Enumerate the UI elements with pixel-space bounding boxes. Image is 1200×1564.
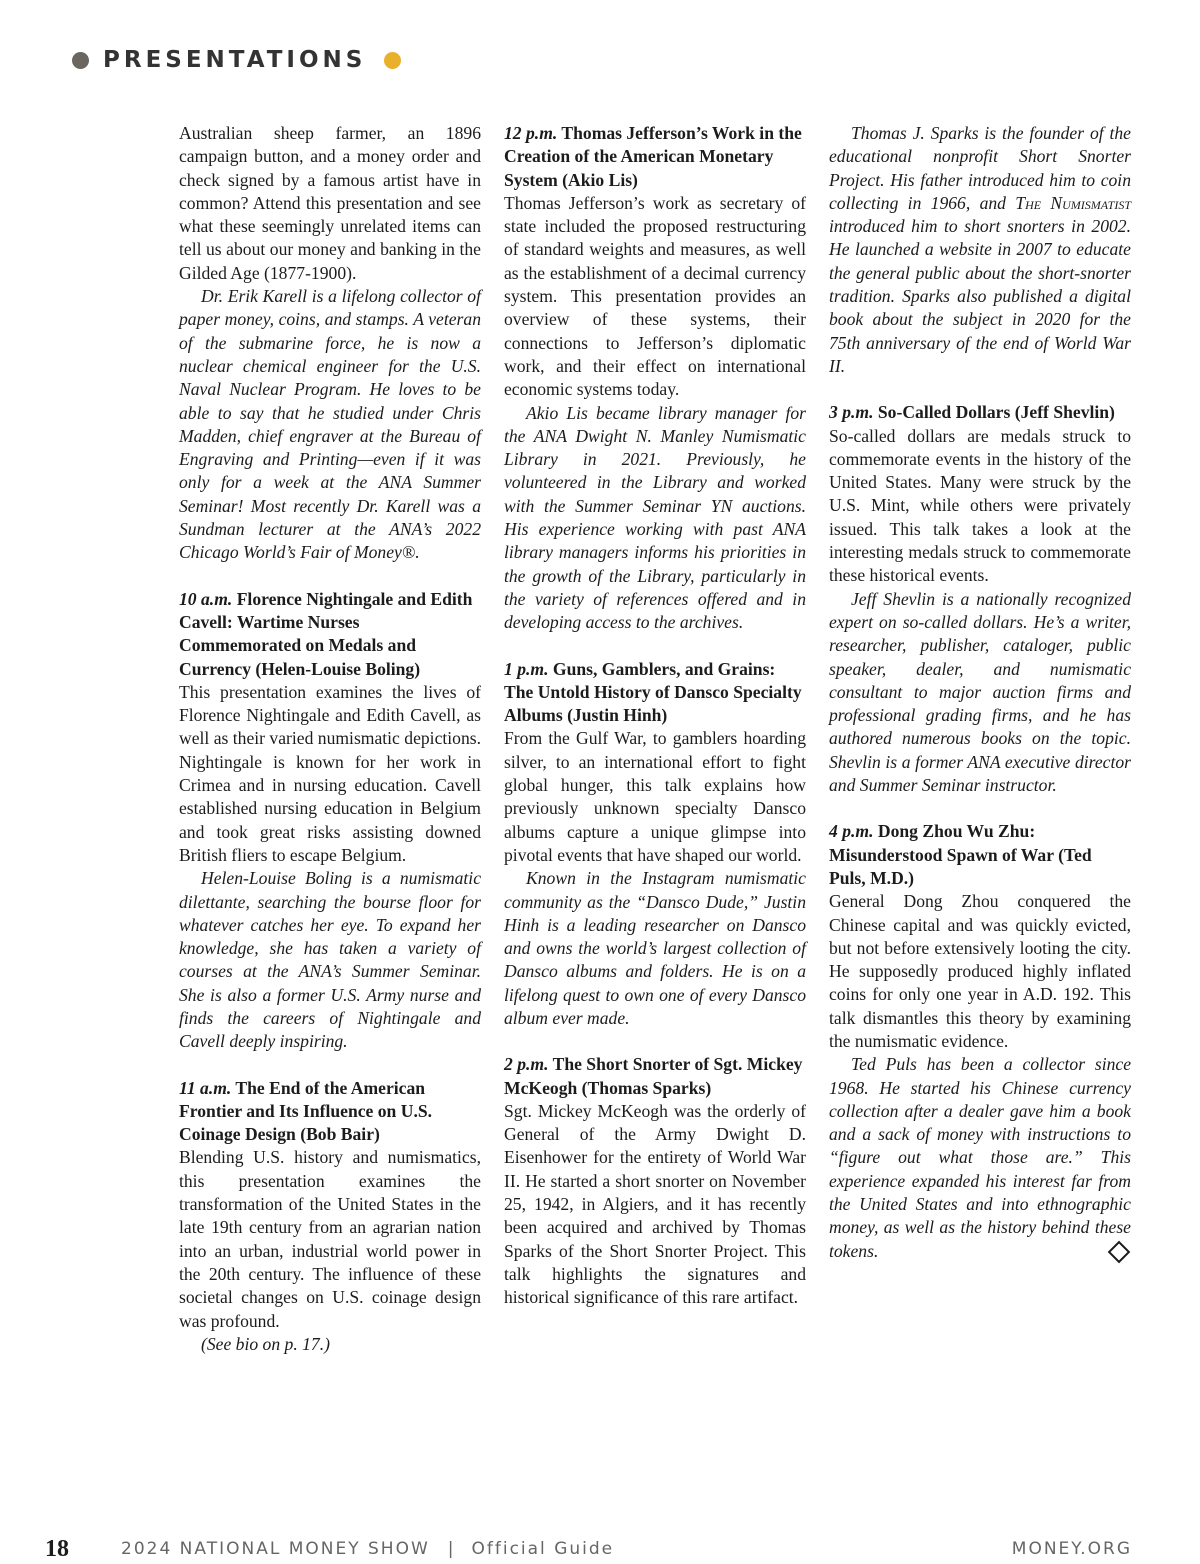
- header-dot-right: [384, 52, 401, 69]
- column-3: [829, 122, 1131, 1263]
- session-heading: [504, 1053, 806, 1100]
- magazine-title: The Numismatist: [1015, 192, 1131, 213]
- session-time: 2 p.m.: [504, 1054, 549, 1075]
- session-time: 4 p.m.: [829, 821, 874, 842]
- website-link[interactable]: MONEY.ORG: [1011, 1539, 1132, 1559]
- column-1: [179, 122, 481, 1356]
- session-time: 11 a.m.: [179, 1077, 232, 1098]
- session-heading: [504, 658, 806, 728]
- session-description: So-called dollars are medals struck to commemorate events in the history of the United States. Many were struck by the U.S. Mint, while others were privately issued. This talk takes a look at the interesting medals struck to commemorate these historical events.: [829, 425, 1131, 586]
- session-description: This presentation examines the lives of Florence Nightingale and Edith Cavell, as well as their varied numismatic depictions. Nightingale is known for her work in Crimea and in nursing education. Cavell established nursing education in Belgium and took great risks assisting downed British fliers to escape Belgium.: [179, 681, 481, 865]
- speaker-bio: Known in the Instagram numismatic community as the “Dansco Dude,” Justin Hinh is a leading researcher on Dansco and owns the world’s largest collection of Dansco albums and folders. He is on a lifelong quest to own one of every Dansco album ever made.: [504, 868, 806, 1028]
- session-heading: [179, 1077, 481, 1147]
- session-title: Guns, Gamblers, and Grains: The Untold History of Dansco Specialty Albums (Justin Hinh): [504, 658, 802, 726]
- speaker-bio: Akio Lis became library manager for the ANA Dwight N. Manley Numismatic Library in 2021. Previously, he volunteered in the Library and worked with the Summer Seminar YN auctions. His experience working with past ANA library managers informs his priorities in the growth of the Library, particularly in the variety of references offered and in developing access to the archives.: [504, 402, 806, 633]
- session-title: The Short Snorter of Sgt. Mickey McKeogh (Thomas Sparks): [504, 1054, 803, 1098]
- session-description: Blending U.S. history and numismatics, this presentation examines the transformation of the United States in the late 19th century from an agrarian nation into an urban, industrial world power in the 20th century. The influence of these societal changes on U.S. coinage design was profound.: [179, 1147, 481, 1331]
- page-number: 18: [45, 1535, 69, 1562]
- speaker-bio: Jeff Shevlin is a nationally recognized expert on so-called dollars. He’s a writer, researcher, publisher, cataloger, public speaker, dealer, and numismatic consultant to major auction firms and professional grading firms, and he has authored numerous books on the topic. Shevlin is a former ANA executive director and Summer Seminar instructor.: [829, 588, 1131, 796]
- footer-separator: |: [447, 1539, 454, 1559]
- bio-text: Thomas J. Sparks is the founder of the educational nonprofit Short Snorter Project. His father introduced him to coin collecting in 1966, and: [829, 123, 1131, 213]
- page-footer: [45, 1534, 1132, 1564]
- session-description: General Dong Zhou conquered the Chinese capital and was quickly evicted, but not before extensively looting the city. He supposedly produced highly inflated coins for only one year in A.D. 192. This talk dismantles this theory by examining the numismatic evidence.: [829, 891, 1131, 1051]
- session-title: The End of the American Frontier and Its Influence on U.S. Coinage Design (Bob Bair): [179, 1077, 433, 1145]
- session-heading: [829, 401, 1131, 424]
- column-2: [504, 122, 806, 1310]
- bio-text: introduced him to short snorters in 2002. He launched a website in 2007 to educate the general public about the short-snorter tradition. Sparks also published a digital book about the subject in 2020 for the 75th anniversary of the end of World War II.: [829, 216, 1131, 376]
- session-description: From the Gulf War, to gamblers hoarding silver, to an international effort to fight global hunger, this talk explains how previously unknown specialty Dansco albums capture a unique glimpse into pivotal events that have shaped our world.: [504, 728, 806, 865]
- speaker-bio: [829, 1053, 1131, 1263]
- session-title: Dong Zhou Wu Zhu: Misunderstood Spawn of War (Ted Puls, M.D.): [829, 821, 1092, 888]
- speaker-bio-karell: Dr. Erik Karell is a lifelong collector of paper money, coins, and stamps. A veteran of the submarine force, he is now a nuclear chemical engineer for the U.S. Naval Nuclear Program. He loves to be able to say that he studied under Chris Madden, chief engraver at the Bureau of Engraving and Printing—even if it was only for a week at the ANA Summer Seminar! Most recently Dr. Karell was a Sundman lecturer at the ANA’s 2022 Chicago World’s Fair of Money®.: [179, 286, 481, 563]
- session-heading: [829, 820, 1131, 890]
- session-title: So-Called Dollars (Jeff Shevlin): [877, 402, 1115, 423]
- end-of-article-diamond-icon: [1108, 1240, 1131, 1263]
- session-time: 10 a.m.: [179, 588, 233, 609]
- speaker-bio-sparks: [829, 122, 1131, 378]
- intro-paragraph: Australian sheep farmer, an 1896 campaign button, and a money order and check signed by a famous artist have in common? Attend this presentation and see what these seemingly unrelated items can tell us about our money and banking in the Gilded Age (1877-1900).: [179, 123, 481, 283]
- session-heading: [504, 122, 806, 192]
- header-dot-left: [72, 52, 89, 69]
- session-title: Thomas Jefferson’s Work in the Creation of the American Monetary System (Akio Lis): [504, 123, 802, 190]
- session-time: 1 p.m.: [504, 658, 549, 679]
- speaker-bio: Helen-Louise Boling is a numismatic dilettante, searching the bourse floor for whatever catches her eye. To expand her knowledge, she has taken a variety of courses at the ANA’s Summer Seminar. She is also a former U.S. Army nurse and finds the careers of Nightingale and Cavell deeply inspiring.: [179, 868, 481, 1052]
- session-heading: [179, 588, 481, 681]
- session-description: Thomas Jefferson’s work as secretary of state included the proposed restructuring of standard weights and measures, as well as the establishment of a decimal currency system. This presentation provides an overview of these systems, their connections to Jefferson’s diplomatic work, and their effect on international economic systems today.: [504, 192, 806, 400]
- publication-name: 2024 NATIONAL MONEY SHOW: [121, 1539, 430, 1559]
- guide-label: Official Guide: [471, 1539, 615, 1559]
- section-header: [72, 40, 401, 80]
- bio-text: Ted Puls has been a collector since 1968. He started his Chinese currency collection after a dealer gave him a book and a sack of money with instructions to “figure out what those are.” This experience expanded his interest far from the United States and into ethnographic money, as well as the history behind these tokens.: [829, 1054, 1131, 1261]
- session-title: Florence Nightingale and Edith Cavell: Wartime Nurses Commemorated on Medals and Currency (Helen-Louise Boling): [179, 588, 473, 679]
- session-time: 3 p.m.: [829, 402, 874, 423]
- session-time: 12 p.m.: [504, 123, 558, 143]
- section-title: PRESENTATIONS: [103, 47, 367, 73]
- session-description: Sgt. Mickey McKeogh was the orderly of General of the Army Dwight D. Eisenhower for the entirety of World War II. He started a short snorter on November 25, 1942, in Algiers, and it has recently been acquired and archived by Thomas Sparks of the Short Snorter Project. This talk highlights the signatures and historical significance of this rare artifact.: [504, 1100, 806, 1308]
- bio-reference-note: (See bio on p. 17.): [201, 1333, 330, 1354]
